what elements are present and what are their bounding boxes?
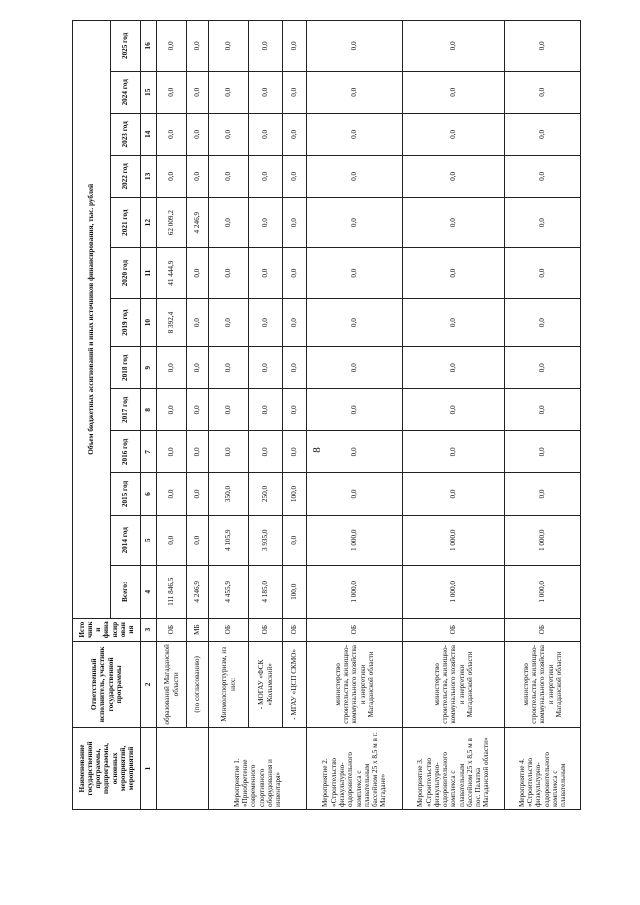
column-number: 13 [141,155,157,197]
row-value: 4 105,9 [209,515,249,565]
page-number: 8 [310,447,323,453]
column-number: 8 [141,389,157,431]
table-row [157,21,187,810]
row-value: 0,0 [307,347,403,389]
row-value: 0,0 [209,248,249,298]
row-value: 0,0 [283,155,307,197]
row-value: 0,0 [403,298,505,346]
row-value: 0,0 [187,347,209,389]
row-value: 0,0 [505,21,581,72]
row-value: 0,0 [249,248,283,298]
row-executor: министерство строительства, жилищно-коммунального хозяйства и энергетики Магаданской области [403,641,505,727]
row-value: 0,0 [157,21,187,72]
row-value: 0,0 [157,515,187,565]
header-year: 2020 год [111,248,141,298]
row-value: 0,0 [157,113,187,155]
row-name: Мероприятие 1. «Приобретение современного спортивного оборудования и инвентаря» [209,727,307,809]
column-number: 10 [141,298,157,346]
table-row [209,21,249,810]
row-value: 0,0 [187,71,209,113]
row-value: 0,0 [403,431,505,473]
header-year: 2024 год [111,71,141,113]
row-value: 0,0 [307,431,403,473]
row-value: 0,0 [209,197,249,247]
row-source: ОБ [249,618,283,641]
row-value: 0,0 [283,71,307,113]
header-source: Источники финансирования [73,618,141,641]
header-name: Наименование государственной программы, подпрограммы, основных мероприятий, мероприятий [73,727,141,809]
row-value: 0,0 [283,197,307,247]
row-value: 0,0 [157,473,187,515]
row-value: 0,0 [403,21,505,72]
column-number: 16 [141,21,157,72]
header-year: 2015 год [111,473,141,515]
rotated-table-container [72,20,580,810]
row-value: 0,0 [403,389,505,431]
row-value: 0,0 [403,71,505,113]
row-source: ОБ [209,618,249,641]
row-value: 0,0 [505,347,581,389]
header-year: 2016 год [111,431,141,473]
row-value: 0,0 [283,347,307,389]
row-value: 0,0 [505,197,581,247]
row-value: 0,0 [283,113,307,155]
column-number: 4 [141,566,157,619]
row-value: 0,0 [403,347,505,389]
header-funding-group: Объем бюджетных ассигнований и иных источников финансирования, тыс. рублей [73,21,111,619]
row-value: 0,0 [307,389,403,431]
row-name [157,727,209,809]
row-executor: образований Магаданской области [157,641,187,727]
row-value: 0,0 [403,248,505,298]
row-source: МБ [187,618,209,641]
row-value: 0,0 [187,473,209,515]
row-name: Мероприятие 3. «Строительство физкультурно-оздоровительного комплекса с плавательным бассейном 25 х 8,5 м в пос. Палатка Магаданской области» [403,727,505,809]
header-year: 2017 год [111,389,141,431]
row-value: 1 000,0 [403,515,505,565]
row-value: 1 000,0 [307,515,403,565]
row-value: 0,0 [283,515,307,565]
row-value: 62 009,2 [157,197,187,247]
row-value: 0,0 [187,155,209,197]
row-total: 1 000,0 [403,566,505,619]
row-value: 0,0 [505,298,581,346]
row-value: 0,0 [249,197,283,247]
row-value: 0,0 [283,298,307,346]
header-year: 2021 год [111,197,141,247]
row-source: ОБ [403,618,505,641]
row-value: 0,0 [249,155,283,197]
row-value: 350,0 [209,473,249,515]
row-value: 0,0 [157,347,187,389]
row-value: 0,0 [307,298,403,346]
row-value: 0,0 [249,431,283,473]
table-row [249,21,283,810]
row-value: 0,0 [187,431,209,473]
column-number: 5 [141,515,157,565]
column-number: 2 [141,641,157,727]
row-value: 0,0 [209,155,249,197]
row-value: 0,0 [157,389,187,431]
row-value: 0,0 [283,389,307,431]
row-source: ОБ [307,618,403,641]
row-total: 1 000,0 [505,566,581,619]
row-value: 0,0 [403,155,505,197]
row-value: 0,0 [307,248,403,298]
table-row [307,21,403,810]
row-executor: министерство строительства, жилищно-коммунального хозяйства и энергетики Магаданской области [307,641,403,727]
row-source: ОБ [157,618,187,641]
row-executor: (по согласованию) [187,641,209,727]
row-value: 0,0 [187,248,209,298]
row-value: 0,0 [187,113,209,155]
header-year: 2023 год [111,113,141,155]
row-value: 0,0 [505,71,581,113]
column-number: 12 [141,197,157,247]
row-value: 0,0 [187,389,209,431]
row-value: 250,0 [249,473,283,515]
row-value: 0,0 [187,298,209,346]
row-value: 0,0 [307,113,403,155]
header-year: 2018 год [111,347,141,389]
header-year: 2019 год [111,298,141,346]
row-value: 0,0 [403,113,505,155]
row-value: 1 000,0 [505,515,581,565]
table-row [283,21,307,810]
header-year: 2025 год [111,21,141,72]
row-value: 41 444,9 [157,248,187,298]
column-number: 3 [141,618,157,641]
row-source: ОБ [283,618,307,641]
row-name: Мероприятие 2. «Строительство физкультурно-оздоровительного комплекса с плавательным бассейном 25 х 8,5 м в г. Магадане» [307,727,403,809]
row-value: 0,0 [209,389,249,431]
header-year: 2022 год [111,155,141,197]
row-value: 0,0 [157,155,187,197]
row-value: 0,0 [249,347,283,389]
row-value: 0,0 [403,473,505,515]
row-value: 0,0 [307,473,403,515]
row-value: 0,0 [505,431,581,473]
header-year: 2014 год [111,515,141,565]
row-value: 0,0 [283,248,307,298]
row-value: 0,0 [307,71,403,113]
row-value: 0,0 [249,113,283,155]
row-value: 0,0 [505,113,581,155]
table-row [187,21,209,810]
row-value: 0,0 [307,21,403,72]
row-value: 0,0 [505,248,581,298]
row-value: 0,0 [209,431,249,473]
row-value: 0,0 [249,298,283,346]
row-value: 0,0 [403,197,505,247]
row-total: 4 185,0 [249,566,283,619]
row-value: 0,0 [249,389,283,431]
row-executor: Минмолспорттуризм, из них: [209,641,249,727]
row-value: 0,0 [505,389,581,431]
row-value: 0,0 [505,473,581,515]
row-value: 0,0 [307,197,403,247]
row-total: 100,0 [283,566,307,619]
column-number-row [141,21,157,810]
row-total: 4 246,9 [187,566,209,619]
row-executor: министерство строительства, жилищно-коммунального хозяйства и энергетики Магаданской области [505,641,581,727]
table-row [403,21,505,810]
row-total: 111 846,5 [157,566,187,619]
row-value: 0,0 [187,21,209,72]
row-value: 3 935,0 [249,515,283,565]
column-number: 1 [141,727,157,809]
row-executor: - МГАУ «ЦСП СКМО» [283,641,307,727]
row-value: 100,0 [283,473,307,515]
column-number: 11 [141,248,157,298]
column-number: 15 [141,71,157,113]
row-value: 0,0 [283,431,307,473]
column-number: 7 [141,431,157,473]
row-total: 1 000,0 [307,566,403,619]
column-number: 6 [141,473,157,515]
row-source: ОБ [505,618,581,641]
header-executor: Ответственный исполнитель, участник государственной программы [73,641,141,727]
row-value: 0,0 [505,155,581,197]
row-value: 0,0 [307,155,403,197]
row-value: 0,0 [187,515,209,565]
column-number: 9 [141,347,157,389]
row-value: 0,0 [209,71,249,113]
row-value: 0,0 [283,21,307,72]
row-total: 4 455,9 [209,566,249,619]
row-value: 0,0 [249,71,283,113]
row-value: 0,0 [209,113,249,155]
column-number: 14 [141,113,157,155]
row-value: 0,0 [209,347,249,389]
row-value: 0,0 [209,21,249,72]
row-value: 0,0 [157,71,187,113]
table-row [505,21,581,810]
row-executor: - МОГАУ «ФСК «Колымский» [249,641,283,727]
budget-table [72,20,581,810]
row-value: 4 246,9 [187,197,209,247]
row-value: 0,0 [249,21,283,72]
row-name: Мероприятие 4. «Строительство физкультурно-оздоровительного комплекса с плавательным [505,727,581,809]
row-value: 8 392,4 [157,298,187,346]
row-value: 0,0 [209,298,249,346]
header-total: Всего: [111,566,141,619]
row-value: 0,0 [157,431,187,473]
